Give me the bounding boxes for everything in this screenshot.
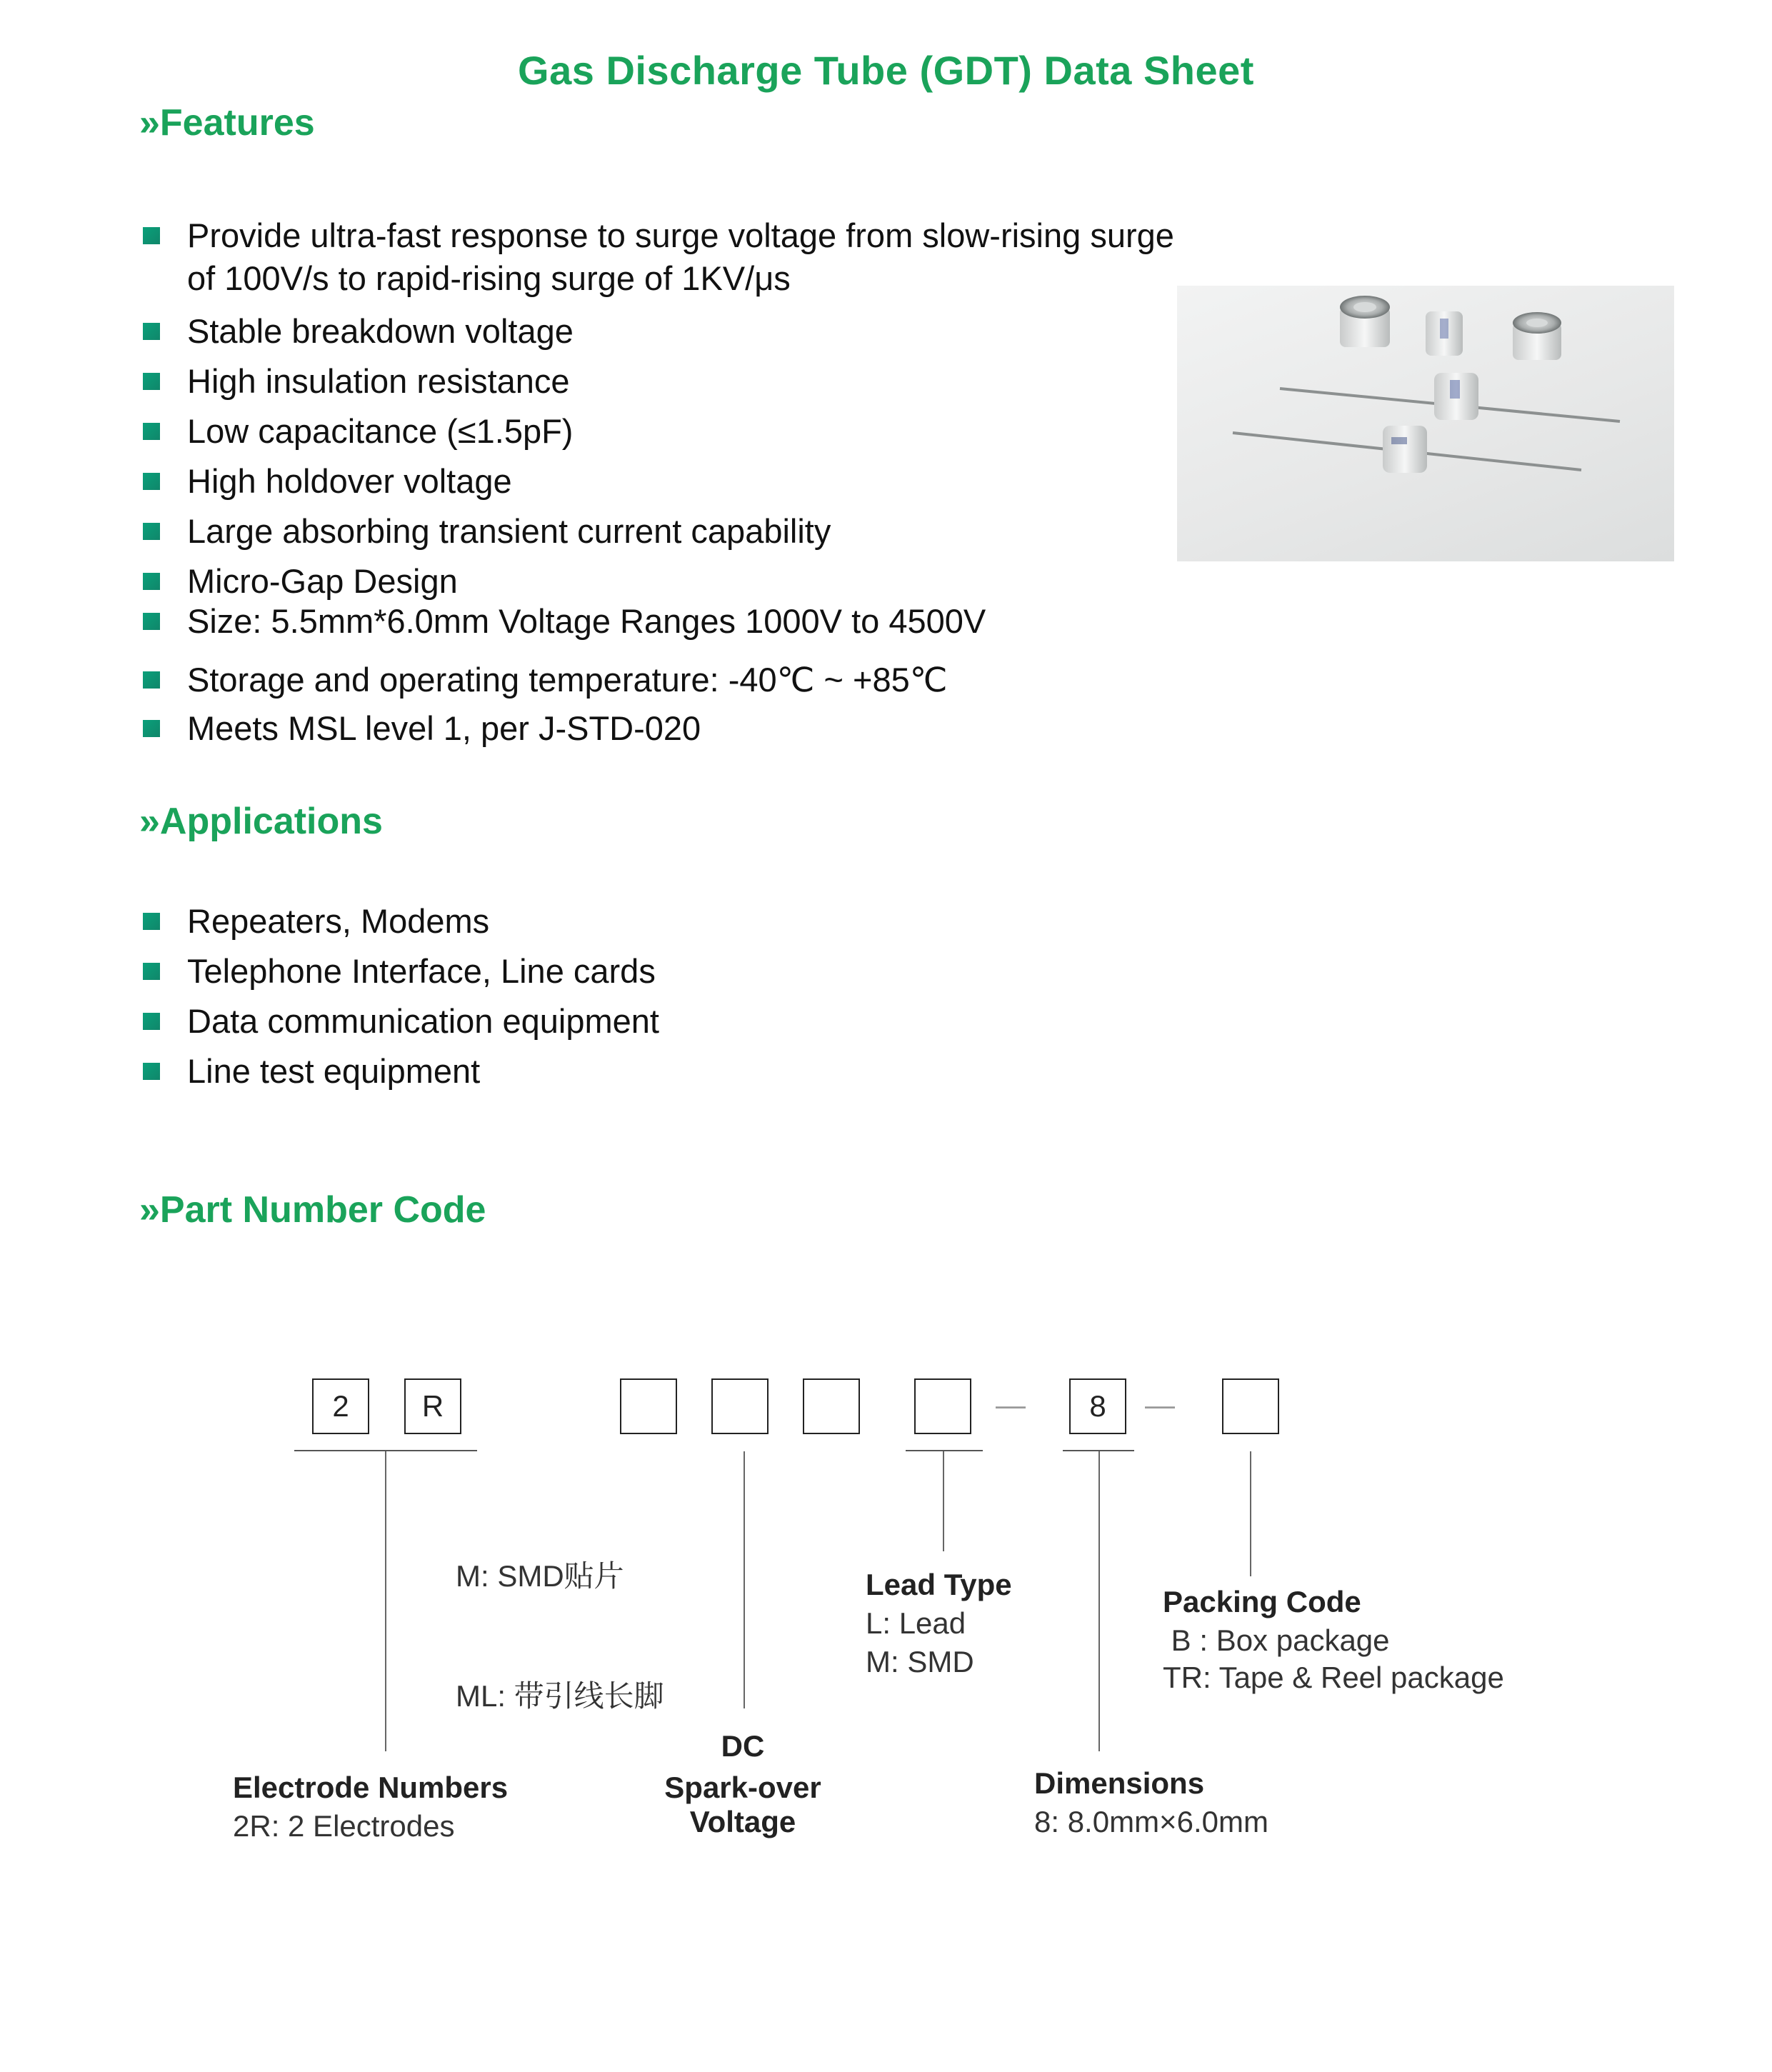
square-bullet-icon [143,227,160,244]
square-bullet-icon [143,473,160,490]
lead-type-title: Lead Type [866,1568,1012,1601]
variant-smd-label: M: SMD贴片 [456,1559,624,1593]
square-bullet-icon [143,720,160,737]
product-photo [1177,286,1674,561]
code-box: 2 [312,1378,369,1434]
underline [906,1450,983,1451]
leader-line [744,1451,745,1708]
code-box [711,1378,769,1434]
square-bullet-icon [143,613,160,630]
voltage-label-line3: Voltage [689,1805,796,1838]
dimensions-title: Dimensions [1034,1766,1205,1800]
packing-opt2: TR: Tape & Reel package [1163,1661,1504,1694]
leader-line [385,1451,386,1751]
square-bullet-icon [143,373,160,390]
voltage-label-line1: DC [721,1729,765,1763]
leader-line [1250,1451,1251,1576]
square-bullet-icon [143,671,160,689]
lead-type-opt2: M: SMD [866,1645,974,1678]
separator-dash: — [996,1388,1026,1421]
code-box [620,1378,677,1434]
electrode-desc: 2R: 2 Electrodes [233,1809,455,1843]
code-box: 8 [1069,1378,1126,1434]
electrode-title: Electrode Numbers [233,1771,509,1804]
lead-type-opt1: L: Lead [866,1606,966,1640]
packing-title: Packing Code [1163,1585,1361,1618]
features-heading: »Features [139,102,315,144]
square-bullet-icon [143,323,160,340]
dimensions-desc: 8: 8.0mm×6.0mm [1034,1805,1268,1838]
square-bullet-icon [143,1013,160,1030]
applications-heading: »Applications [139,801,383,842]
code-box: R [404,1378,461,1434]
part-number-heading: »Part Number Code [139,1189,486,1231]
square-bullet-icon [143,963,160,980]
variant-lead-label: ML: 带引线长脚 [456,1679,664,1713]
packing-opt1: B : Box package [1163,1623,1390,1657]
square-bullet-icon [143,423,160,440]
leader-line [1098,1451,1100,1751]
square-bullet-icon [143,913,160,930]
voltage-label-line2: Spark-over [664,1771,821,1804]
code-box [914,1378,971,1434]
page-title: Gas Discharge Tube (GDT) Data Sheet [518,48,1254,93]
gdt-components-illustration [1177,286,1674,561]
code-box [803,1378,860,1434]
square-bullet-icon [143,573,160,590]
code-box [1222,1378,1279,1434]
square-bullet-icon [143,1063,160,1080]
leader-line [943,1451,944,1551]
square-bullet-icon [143,523,160,540]
separator-dash: — [1145,1388,1175,1421]
